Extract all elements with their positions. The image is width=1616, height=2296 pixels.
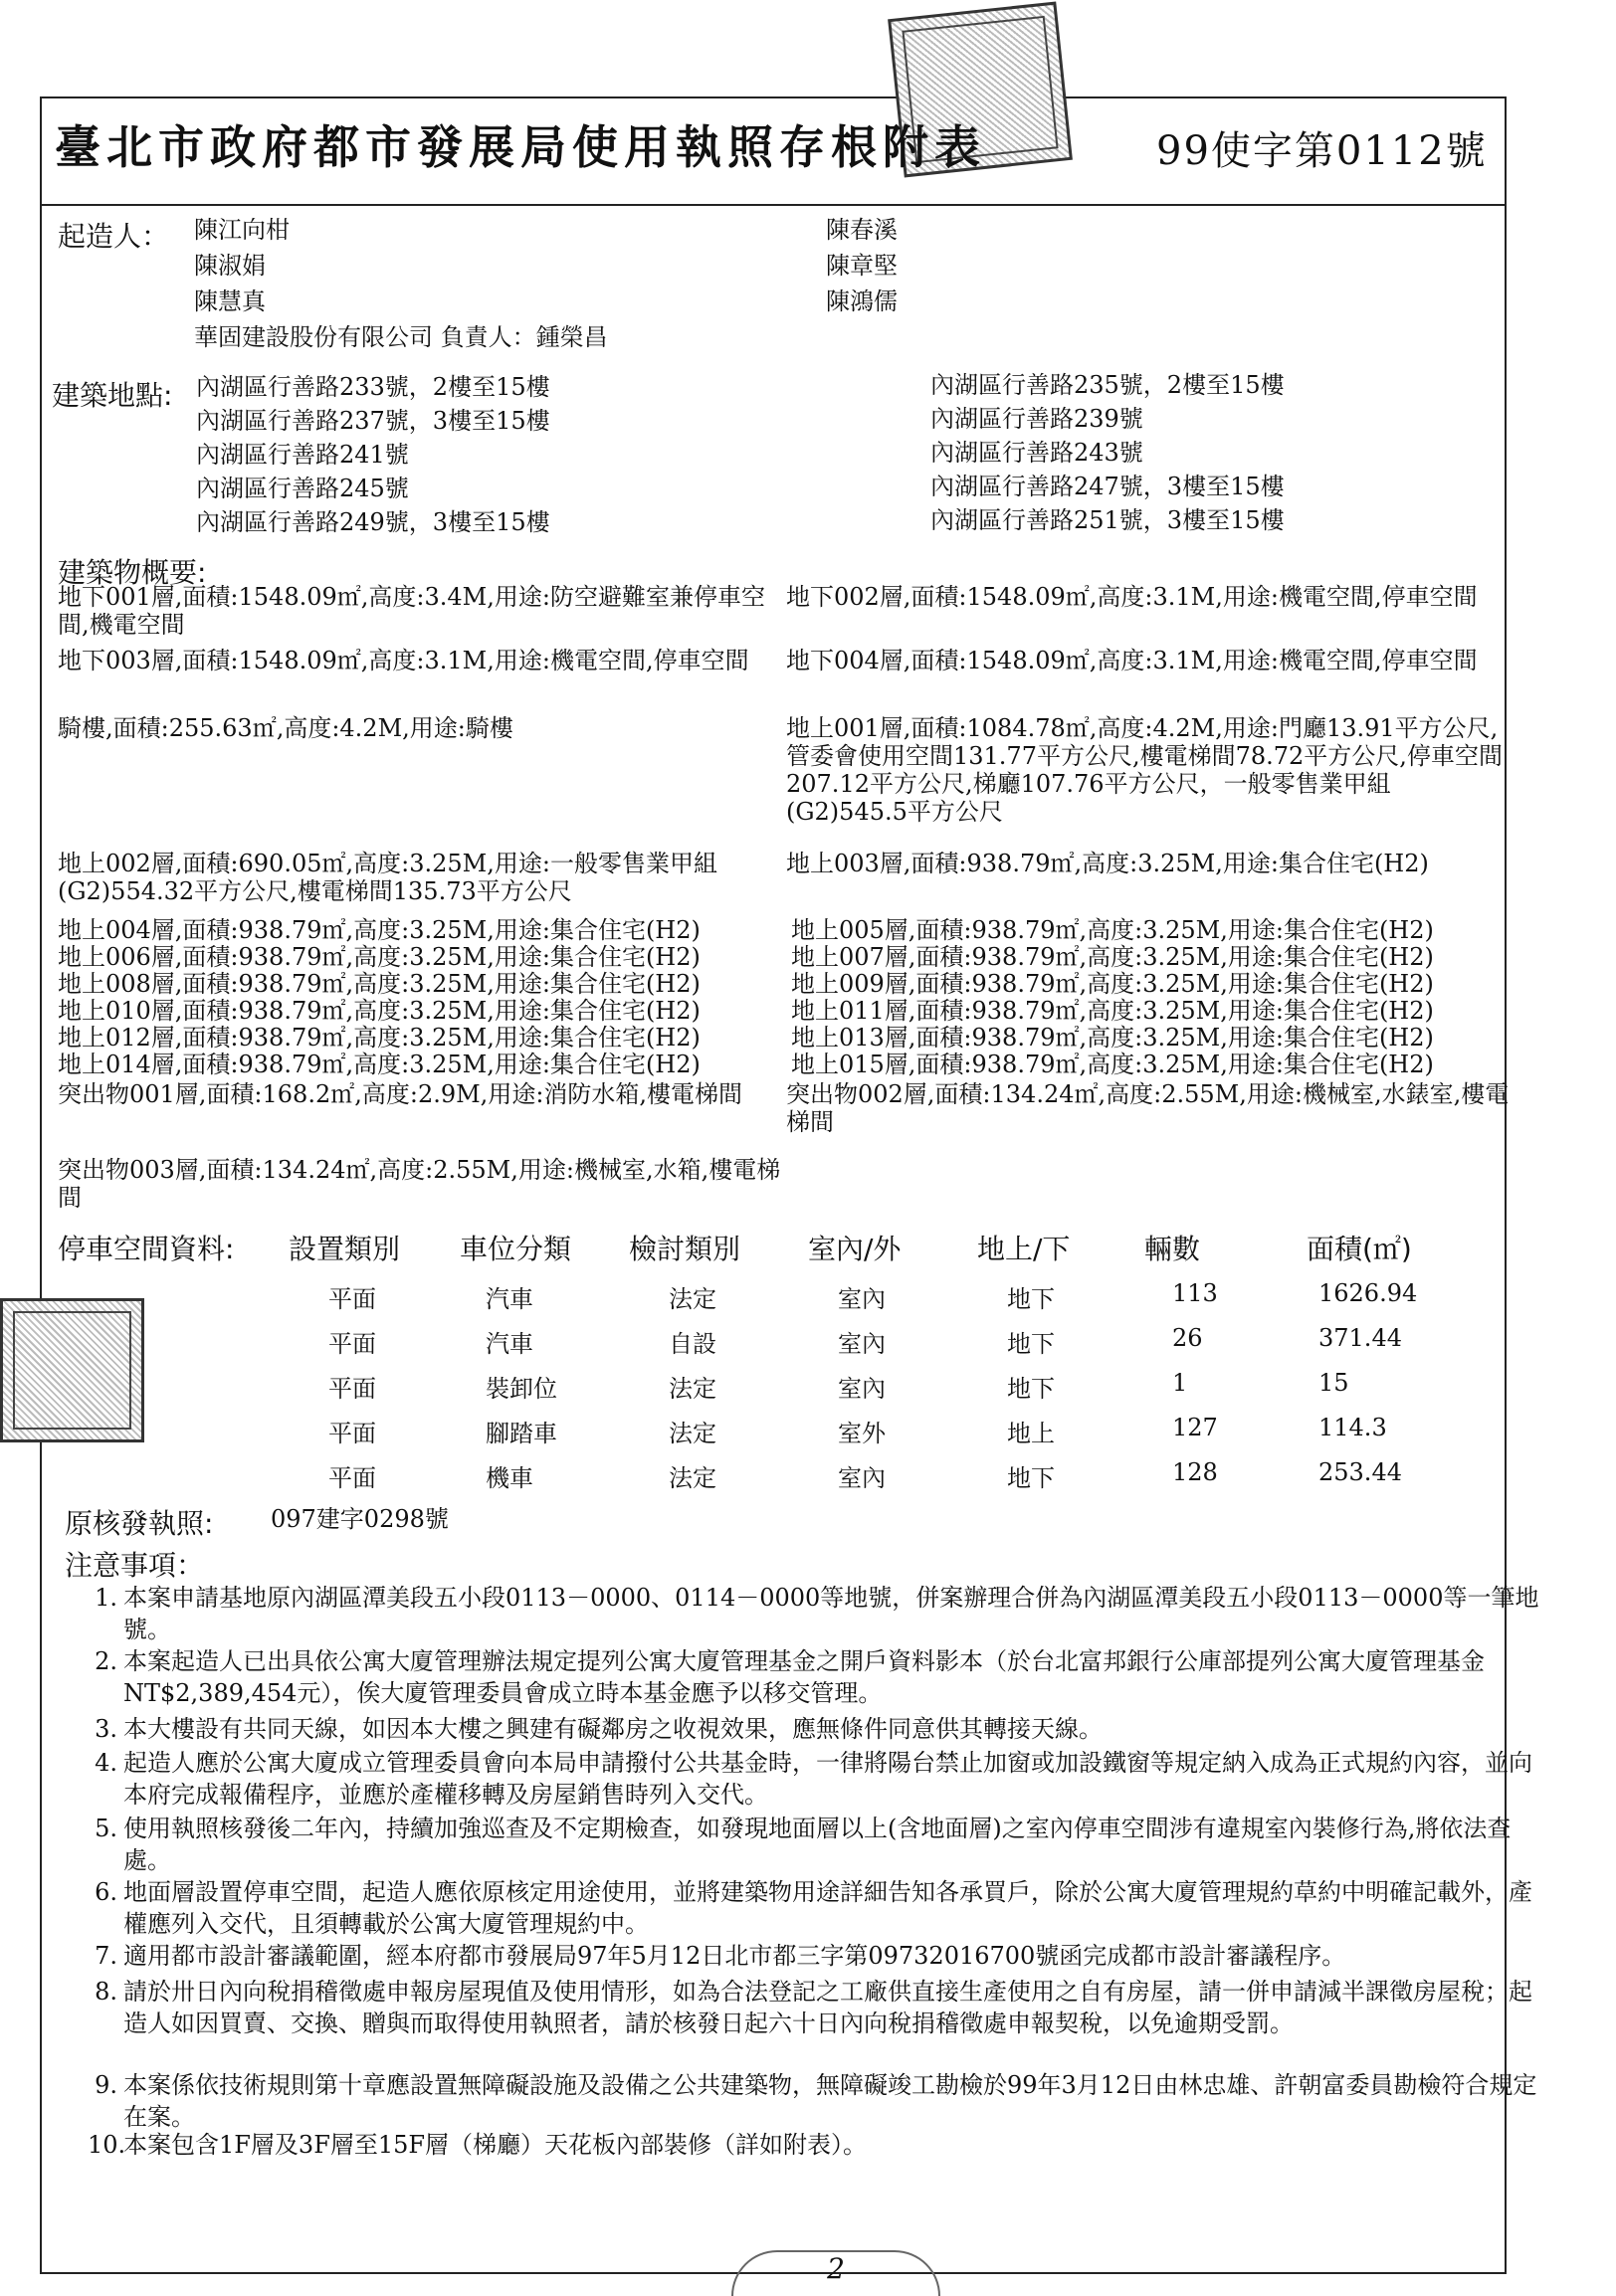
- parking-cell: 114.3: [1318, 1414, 1387, 1441]
- note-number: 8.: [95, 1978, 117, 2006]
- note-number: 3.: [95, 1715, 117, 1743]
- note-item: [88, 1976, 1540, 2039]
- builders-label: 起造人：: [58, 220, 170, 253]
- parking-cell: 地下: [1007, 1285, 1055, 1313]
- notes-label: 注意事項：: [65, 1549, 205, 1582]
- site-address: 內湖區行善路249號，3樓至15樓: [196, 508, 550, 536]
- note-item: [88, 1645, 1540, 1709]
- note-number: 7.: [95, 1942, 117, 1970]
- note-text: 本案申請基地原內湖區潭美段五小段0113－0000、0114－0000等地號，併案辦理合併為內湖區潭美段五小段0113－0000等一筆地號。: [123, 1584, 1539, 1643]
- floor-description: 地上004層,面積:938.79㎡,高度:3.25M,用途:集合住宅(H2): [58, 916, 701, 944]
- parking-header: 地上/下: [977, 1233, 1071, 1265]
- parking-cell: 法定: [669, 1285, 716, 1313]
- floor-description: 突出物003層,面積:134.24㎡,高度:2.55M,用途:機械室,水箱,樓電梯間: [58, 1156, 781, 1212]
- page-title: 臺北市政府都市發展局使用執照存根附表: [55, 120, 986, 174]
- note-item: [88, 1940, 1540, 1972]
- parking-cell: 地下: [1007, 1375, 1055, 1403]
- note-number: 5.: [95, 1815, 117, 1842]
- parking-cell: 平面: [328, 1330, 376, 1358]
- parking-cell: 平面: [328, 1464, 376, 1492]
- floor-description: 突出物002層,面積:134.24㎡,高度:2.55M,用途:機械室,水錶室,樓電梯間: [786, 1080, 1510, 1136]
- floor-description: 地下001層,面積:1548.09㎡,高度:3.4M,用途:防空避難室兼停車空間,機電空間: [58, 583, 765, 639]
- note-item: [88, 1813, 1540, 1876]
- parking-cell: 室外: [838, 1420, 886, 1447]
- builder-name: 陳江向柑: [194, 216, 290, 244]
- parking-cell: 室內: [838, 1464, 886, 1492]
- parking-cell: 室內: [838, 1285, 886, 1313]
- parking-cell: 地下: [1007, 1464, 1055, 1492]
- parking-cell: 平面: [328, 1285, 376, 1313]
- floor-description: 突出物001層,面積:168.2㎡,高度:2.9M,用途:消防水箱,樓電梯間: [58, 1080, 743, 1108]
- header-divider: [40, 204, 1507, 206]
- page-mark: [731, 2250, 940, 2296]
- permit-number: 99使字第0112號: [1156, 128, 1488, 174]
- note-text: 請於卅日內向稅捐稽徵處申報房屋現值及使用情形，如為合法登記之工廠供直接生產使用之自有房屋，請一併申請減半課徵房屋稅；起造人如因買賣、交換、贈與而取得使用執照者，請於核發日起六十日內向稅捐稽徵處申報契稅，以免逾期受罰。: [123, 1978, 1532, 2037]
- builder-name: 陳春溪: [826, 216, 898, 244]
- parking-cell: 平面: [328, 1420, 376, 1447]
- parking-cell: 1626.94: [1318, 1279, 1418, 1307]
- floor-description: 地下004層,面積:1548.09㎡,高度:3.1M,用途:機電空間,停車空間: [786, 647, 1478, 674]
- parking-cell: 自設: [669, 1330, 716, 1358]
- parking-header: 檢討類別: [629, 1233, 741, 1265]
- site-address: 內湖區行善路233號，2樓至15樓: [196, 373, 550, 401]
- floor-description: 地上013層,面積:938.79㎡,高度:3.25M,用途:集合住宅(H2): [791, 1024, 1434, 1052]
- parking-cell: 裝卸位: [486, 1375, 557, 1403]
- parking-cell: 371.44: [1318, 1324, 1402, 1352]
- original-license-label: 原核發執照:: [65, 1507, 214, 1540]
- site-address: 內湖區行善路235號，2樓至15樓: [930, 371, 1285, 399]
- site-address: 內湖區行善路237號，3樓至15樓: [196, 407, 550, 435]
- parking-cell: 腳踏車: [486, 1420, 557, 1447]
- floor-description: 地上012層,面積:938.79㎡,高度:3.25M,用途:集合住宅(H2): [58, 1024, 701, 1052]
- note-text: 本案係依技術規則第十章應設置無障礙設施及設備之公共建築物，無障礙竣工勘檢於99年3月12日由林忠雄、許朝富委員勘檢符合規定在案。: [123, 2071, 1537, 2131]
- site-address: 內湖區行善路251號，3樓至15樓: [930, 506, 1285, 534]
- parking-cell: 127: [1172, 1414, 1218, 1441]
- note-number: 2.: [95, 1647, 117, 1675]
- note-text: 本案包含1F層及3F層至15F層（梯廳）天花板內部裝修（詳如附表）。: [123, 2131, 868, 2159]
- builder-name: 陳章堅: [826, 252, 898, 280]
- parking-cell: 汽車: [486, 1285, 533, 1313]
- floor-description: 地上001層,面積:1084.78㎡,高度:4.2M,用途:門廳13.91平方公尺,管委會使用空間131.77平方公尺,樓電梯間78.72平方公尺,停車空間207.12平方公尺,梯廳107.76平方公尺，一般零售業甲組(G2)545.5平方公尺: [786, 714, 1503, 826]
- note-text: 使用執照核發後二年內，持續加強巡查及不定期檢查，如發現地面層以上(含地面層)之室內停車空間涉有違規室內裝修行為,將依法查處。: [123, 1815, 1512, 1874]
- parking-cell: 法定: [669, 1464, 716, 1492]
- parking-cell: 15: [1318, 1369, 1349, 1397]
- page-mark-number: 2: [827, 2252, 845, 2285]
- parking-header: 面積(㎡): [1307, 1233, 1412, 1265]
- official-seal-left: [0, 1298, 144, 1442]
- floor-description: 地上006層,面積:938.79㎡,高度:3.25M,用途:集合住宅(H2): [58, 943, 701, 971]
- parking-cell: 253.44: [1318, 1458, 1402, 1486]
- parking-cell: 汽車: [486, 1330, 533, 1358]
- note-number: 6.: [95, 1878, 117, 1906]
- parking-cell: 法定: [669, 1420, 716, 1447]
- floor-description: 地上002層,面積:690.05㎡,高度:3.25M,用途:一般零售業甲組(G2)554.32平方公尺,樓電梯間135.73平方公尺: [58, 850, 717, 905]
- builder-name: 陳鴻儒: [826, 287, 898, 315]
- site-label: 建築地點:: [52, 379, 173, 412]
- builder-name: 華固建設股份有限公司 負責人：鍾榮昌: [194, 323, 608, 351]
- parking-label: 停車空間資料:: [58, 1233, 235, 1265]
- site-address: 內湖區行善路245號: [196, 475, 409, 502]
- site-address: 內湖區行善路247號，3樓至15樓: [930, 473, 1285, 500]
- note-item: [88, 1713, 1540, 1745]
- builder-name: 陳淑娟: [194, 252, 266, 280]
- parking-cell: 機車: [486, 1464, 533, 1492]
- site-address: 內湖區行善路241號: [196, 441, 409, 469]
- note-text: 本案起造人已出具依公寓大廈管理辦法規定提列公寓大廈管理基金之開戶資料影本（於台北富邦銀行公庫部提列公寓大廈管理基金NT$2,389,454元），俟大廈管理委員會成立時本基金應予以移交管理。: [123, 1647, 1485, 1707]
- floor-description: 地下003層,面積:1548.09㎡,高度:3.1M,用途:機電空間,停車空間: [58, 647, 749, 674]
- note-text: 適用都市設計審議範圍，經本府都市發展局97年5月12日北市都三字第09732016700號函完成都市設計審議程序。: [123, 1942, 1346, 1970]
- note-text: 起造人應於公寓大廈成立管理委員會向本局申請撥付公共基金時，一律將陽台禁止加窗或加設鐵窗等規定納入成為正式規約內容，並向本府完成報備程序，並應於產權移轉及房屋銷售時列入交代。: [123, 1749, 1532, 1809]
- parking-header: 設置類別: [289, 1233, 401, 1265]
- parking-cell: 法定: [669, 1375, 716, 1403]
- parking-header: 室內/外: [808, 1233, 902, 1265]
- parking-cell: 26: [1172, 1324, 1203, 1352]
- floor-description: 地上005層,面積:938.79㎡,高度:3.25M,用途:集合住宅(H2): [791, 916, 1434, 944]
- floor-description: 地上008層,面積:938.79㎡,高度:3.25M,用途:集合住宅(H2): [58, 970, 701, 998]
- floor-description: 地上003層,面積:938.79㎡,高度:3.25M,用途:集合住宅(H2): [786, 850, 1429, 877]
- parking-cell: 1: [1172, 1369, 1188, 1397]
- floor-description: 地上009層,面積:938.79㎡,高度:3.25M,用途:集合住宅(H2): [791, 970, 1434, 998]
- note-number: 9.: [95, 2071, 117, 2099]
- site-address: 內湖區行善路239號: [930, 405, 1143, 433]
- note-number: 4.: [95, 1749, 117, 1777]
- floor-description: 騎樓,面積:255.63㎡,高度:4.2M,用途:騎樓: [58, 714, 513, 742]
- floor-description: 地上011層,面積:938.79㎡,高度:3.25M,用途:集合住宅(H2): [791, 997, 1434, 1025]
- note-item: [88, 1747, 1540, 1811]
- builder-name: 陳慧真: [194, 287, 266, 315]
- note-item: [88, 2129, 1540, 2161]
- parking-cell: 地上: [1007, 1420, 1055, 1447]
- note-number: 1.: [95, 1584, 117, 1612]
- note-item: [88, 1582, 1540, 1645]
- original-license-value: 097建字0298號: [271, 1505, 449, 1533]
- parking-cell: 地下: [1007, 1330, 1055, 1358]
- floor-description: 地上015層,面積:938.79㎡,高度:3.25M,用途:集合住宅(H2): [791, 1051, 1434, 1078]
- parking-cell: 平面: [328, 1375, 376, 1403]
- note-item: [88, 2069, 1540, 2133]
- parking-cell: 室內: [838, 1375, 886, 1403]
- parking-cell: 128: [1172, 1458, 1218, 1486]
- note-text: 地面層設置停車空間，起造人應依原核定用途使用，並將建築物用途詳細告知各承買戶，除於公寓大廈管理規約草約中明確記載外，產權應列入交代，且須轉載於公寓大廈管理規約中。: [123, 1878, 1532, 1938]
- site-address: 內湖區行善路243號: [930, 439, 1143, 467]
- floor-description: 地下002層,面積:1548.09㎡,高度:3.1M,用途:機電空間,停車空間: [786, 583, 1478, 611]
- floor-description: 地上007層,面積:938.79㎡,高度:3.25M,用途:集合住宅(H2): [791, 943, 1434, 971]
- overview-label: 建築物概要:: [58, 556, 207, 589]
- parking-cell: 室內: [838, 1330, 886, 1358]
- floor-description: 地上014層,面積:938.79㎡,高度:3.25M,用途:集合住宅(H2): [58, 1051, 701, 1078]
- parking-header: 輛數: [1144, 1233, 1201, 1265]
- parking-cell: 113: [1172, 1279, 1218, 1307]
- note-number: 10.: [88, 2131, 126, 2159]
- parking-header: 車位分類: [460, 1233, 572, 1265]
- floor-description: 地上010層,面積:938.79㎡,高度:3.25M,用途:集合住宅(H2): [58, 997, 701, 1025]
- note-item: [88, 1876, 1540, 1940]
- note-text: 本大樓設有共同天線，如因本大樓之興建有礙鄰房之收視效果，應無條件同意供其轉接天線。: [123, 1715, 1103, 1743]
